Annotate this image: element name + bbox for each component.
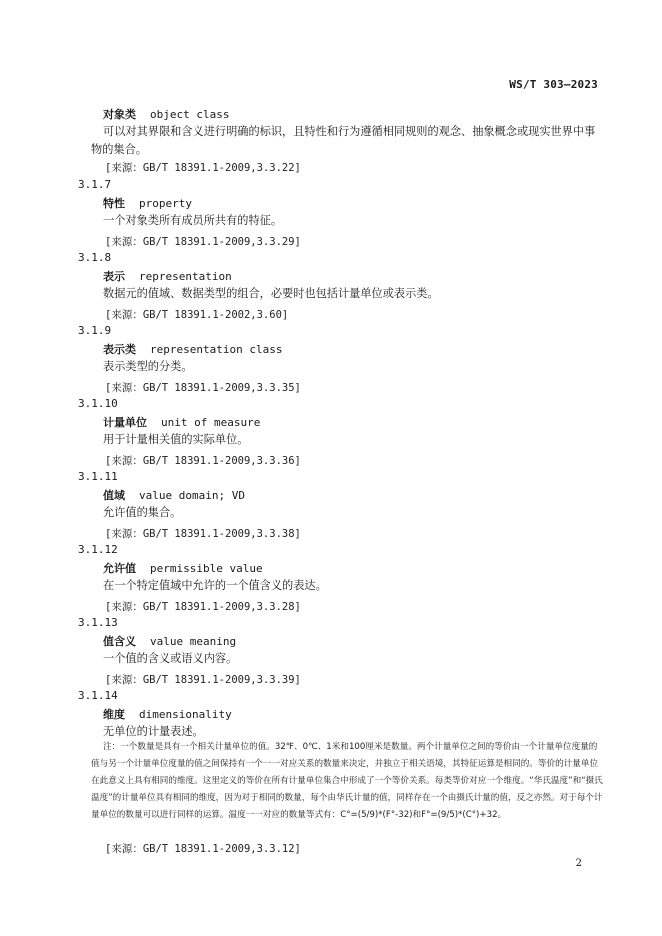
term-heading	[103, 487, 245, 503]
term-heading	[103, 341, 282, 357]
term-zh: 对象类	[103, 108, 136, 121]
term-definition: 数据元的值域、数据类型的组合，必要时也包括计量单位或表示类。	[103, 287, 439, 300]
term-heading	[103, 706, 232, 722]
term-source: [来源：GB/T 18391.1-2009,3.3.22]	[105, 162, 301, 174]
term-zh: 计量单位	[103, 416, 147, 429]
term-en: value domain; VD	[139, 489, 245, 502]
term-number: 3.1.14	[78, 689, 118, 702]
term-source: [来源：GB/T 18391.1-2009,3.3.12]	[105, 843, 301, 855]
term-heading	[103, 268, 232, 284]
term-zh: 表示	[103, 270, 125, 283]
term-en: unit of measure	[161, 416, 261, 429]
term-number: 3.1.8	[78, 251, 112, 264]
term-source: [来源：GB/T 18391.1-2009,3.3.39]	[105, 674, 301, 686]
term-en: permissible value	[150, 562, 263, 575]
term-zh: 维度	[103, 708, 125, 721]
term-source: [来源：GB/T 18391.1-2002,3.60]	[105, 309, 289, 321]
term-en: object class	[150, 108, 230, 121]
term-definition: 一个对象类所有成员所共有的特征。	[103, 214, 283, 227]
term-heading	[103, 195, 192, 211]
term-heading	[103, 560, 263, 576]
term-number: 3.1.13	[78, 616, 118, 629]
term-definition: 允许值的集合。	[103, 506, 182, 519]
page-number: 2	[575, 858, 582, 869]
term-en: property	[139, 197, 192, 210]
term-source: [来源：GB/T 18391.1-2009,3.3.38]	[105, 528, 301, 540]
term-en: representation class	[150, 343, 283, 356]
term-en: value meaning	[150, 635, 237, 648]
term-definition: 无单位的计量表述。	[103, 725, 204, 738]
term-source: [来源：GB/T 18391.1-2009,3.3.28]	[105, 601, 301, 613]
term-definition: 可以对其界限和含义进行明确的标识，且特性和行为遵循相同规则的观念、抽象概念或现实世界中事物的集合。	[91, 125, 596, 156]
term-en: dimensionality	[139, 708, 232, 721]
term-number: 3.1.10	[78, 397, 118, 410]
term-definition: 在一个特定值域中允许的一个值含义的表达。	[103, 579, 327, 592]
term-definition: 一个值的含义或语义内容。	[103, 652, 238, 665]
term-source: [来源：GB/T 18391.1-2009,3.3.36]	[105, 455, 301, 467]
term-note: 注：一个数量是具有一个相关计量单位的值。32℉、0℃、1米和100厘米是数量。两个计量单位之间的等价由一个计量单位度量的值与另一个计量单位度量的值之间保持有一个一一对应关系的数量来决定，并独立于相关语境，其特征运算是相同的。等价的计量单位在此意义上具有相同的维度。这里定义的等价在所有计量单位集合中形成了一个等价关系。每类等价对应一个维度。“华氏温度”和“摄氏温度”的计量单位具有相同的维度，因为对于相同的数量，每个由华氏计量的值，同样存在一个由摄氏计量的值，反之亦然。对于每个计量单位的数量可以进行同样的运算。温度一一对应的数量等式有：C°=(5/9)*(F°-32)和F°=(9/5)*(C°)+32。	[91, 742, 603, 820]
term-heading	[103, 106, 229, 122]
document-code: WS/T 303—2023	[509, 78, 598, 91]
term-source: [来源：GB/T 18391.1-2009,3.3.35]	[105, 382, 301, 394]
term-number: 3.1.11	[78, 470, 118, 483]
term-en: representation	[139, 270, 232, 283]
term-zh: 特性	[103, 197, 125, 210]
term-zh: 允许值	[103, 562, 136, 575]
term-number: 3.1.12	[78, 543, 118, 556]
term-heading	[103, 633, 236, 649]
term-number: 3.1.7	[78, 178, 112, 191]
term-zh: 值域	[103, 489, 125, 502]
term-zh: 值含义	[103, 635, 136, 648]
term-heading	[103, 414, 260, 430]
term-source: [来源：GB/T 18391.1-2009,3.3.29]	[105, 236, 301, 248]
term-definition: 表示类型的分类。	[103, 360, 193, 373]
term-number: 3.1.9	[78, 324, 112, 337]
term-zh: 表示类	[103, 343, 136, 356]
term-definition: 用于计量相关值的实际单位。	[103, 433, 249, 446]
